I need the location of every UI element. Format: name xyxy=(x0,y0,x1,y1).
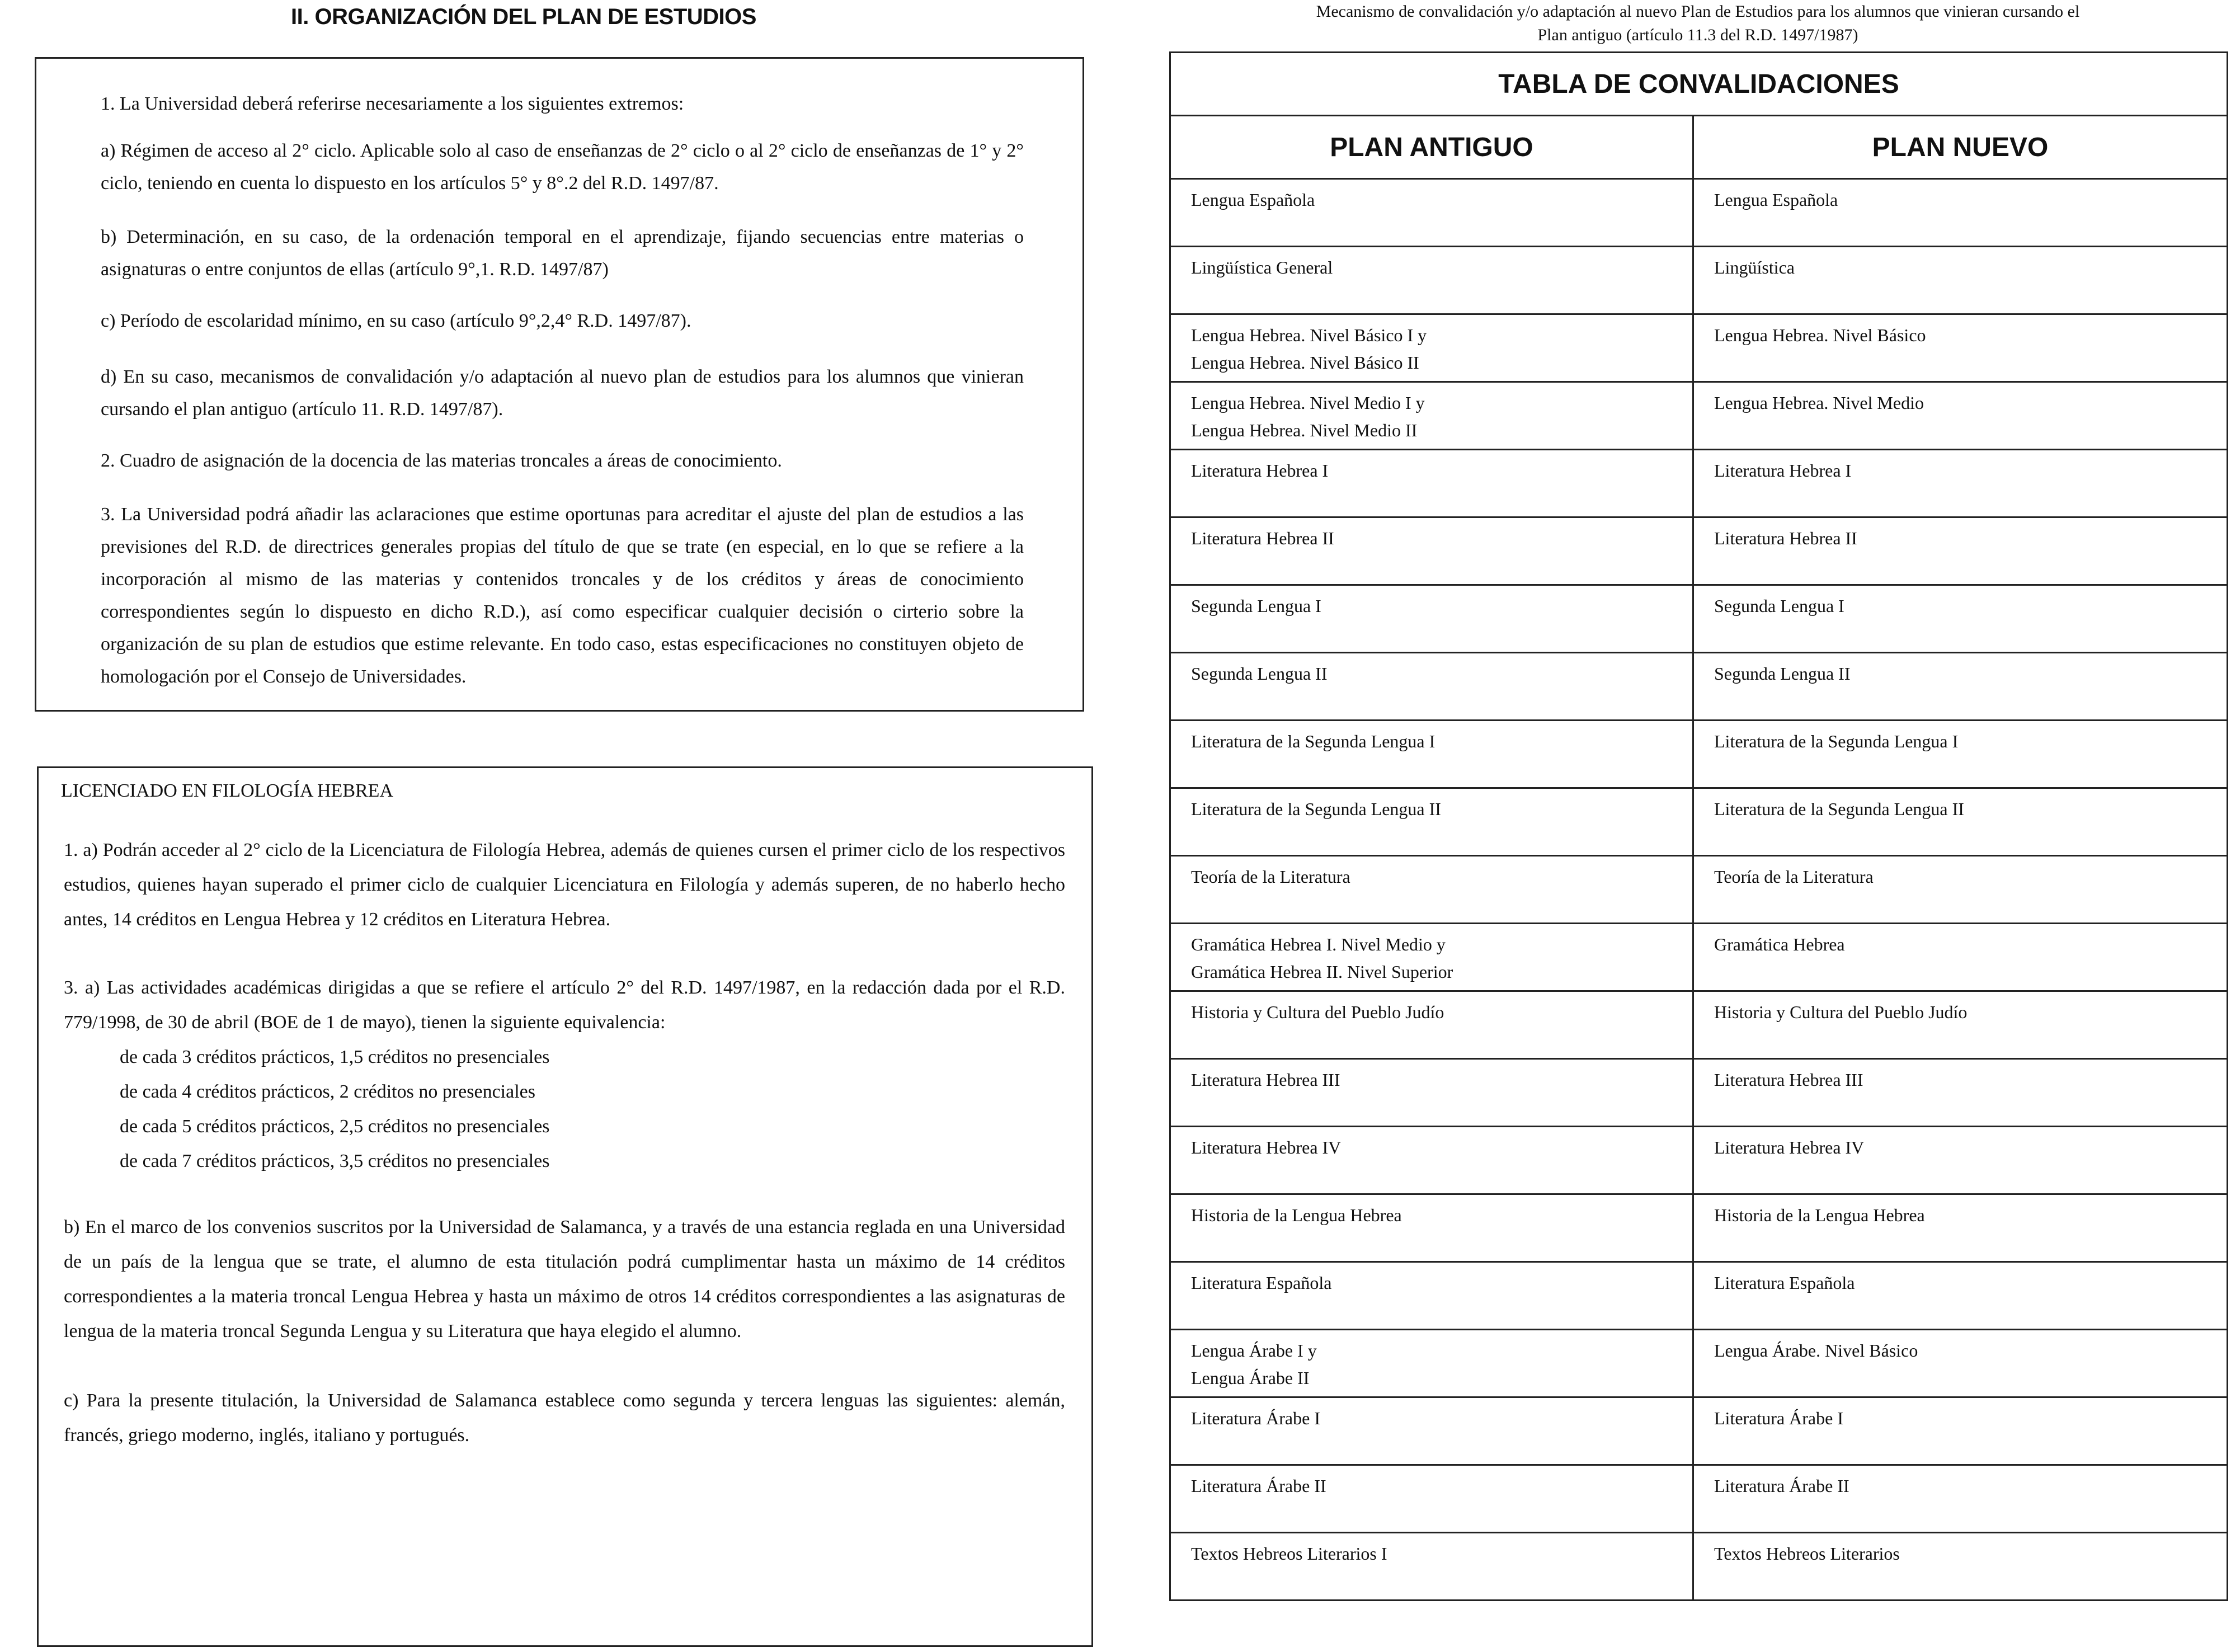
plan-new-subject: Historia de la Lengua Hebrea xyxy=(1714,1205,1925,1225)
plan-new-subject: Textos Hebreos Literarios xyxy=(1714,1543,1900,1564)
equivalence-item: de cada 7 créditos prácticos, 3,5 créditos no presenciales xyxy=(120,1151,550,1171)
plan-old-cell xyxy=(1170,1194,1693,1262)
equivalence-item: de cada 3 créditos prácticos, 1,5 créditos no presenciales xyxy=(120,1047,550,1067)
plan-old-cell xyxy=(1170,1127,1693,1194)
plan-old-subject: Literatura de la Segunda Lengua I xyxy=(1191,731,1435,751)
plan-old-subject: Literatura Hebrea I xyxy=(1191,460,1329,481)
plan-old-cell xyxy=(1170,1059,1693,1127)
instruction-paragraph: b) Determinación, en su caso, de la ordenación temporal en el aprendizaje, fijando secuencias entre materias o asignaturas o entre conjuntos de ellas (artículo 9°,1. R.D. 1497/87) xyxy=(101,227,1024,280)
agreements-paragraph: b) En el marco de los convenios suscritos por la Universidad de Salamanca, y a través de una estancia reglada en una Universidad de un país de la lengua que se trate, el alumno de esta titulación podrá cumplimentar hasta un máximo de 14 créditos correspondientes a la materia troncal Lengua Hebrea y hasta un máximo de otros 14 créditos correspondientes a las asignaturas de lengua de la materia troncal Segunda Lengua y su Literatura que haya elegido el alumno. xyxy=(64,1217,1065,1342)
plan-new-cell xyxy=(1693,1127,2228,1194)
table-row xyxy=(1170,991,2228,1059)
table-row xyxy=(1170,1059,2228,1127)
plan-new-cell xyxy=(1693,247,2228,314)
section-title: II. ORGANIZACIÓN DEL PLAN DE ESTUDIOS xyxy=(291,4,756,29)
plan-new-subject: Literatura de la Segunda Lengua I xyxy=(1714,731,1959,751)
column-header-old xyxy=(1170,116,1693,179)
table-row xyxy=(1170,1330,2228,1397)
plan-old-subject: Historia de la Lengua Hebrea xyxy=(1191,1205,1402,1225)
plan-new-cell xyxy=(1693,856,2228,924)
table-row xyxy=(1170,788,2228,856)
table-title-cell xyxy=(1170,53,2228,116)
plan-old-subject: Literatura Española xyxy=(1191,1273,1332,1293)
table-row xyxy=(1170,653,2228,721)
instruction-paragraph: 3. La Universidad podrá añadir las aclaraciones que estime oportunas para acreditar el ajuste del plan de estudios a las previsiones del R.D. de directrices generales propias del título de que se trate (en especial, en lo que se refiere a la incorporación al mismo de las materias y contenidos troncales y de los créditos y áreas de conocimiento correspondientes según lo dispuesto en dicho R.D.), así como especificar cualquier decisión o cirterio sobre la organización de su plan de estudios que estime relevante. En todo caso, estas especificaciones no constituyen objeto de homologación por el Consejo de Universidades. xyxy=(101,504,1024,687)
plan-old-subject: Textos Hebreos Literarios I xyxy=(1191,1543,1387,1564)
plan-new-cell xyxy=(1693,1465,2228,1533)
convalidation-table xyxy=(1169,51,2228,1601)
plan-old-cell xyxy=(1170,1465,1693,1533)
plan-old-subject: Literatura de la Segunda Lengua II xyxy=(1191,799,1441,819)
table-row xyxy=(1170,585,2228,653)
languages-paragraph: c) Para la presente titulación, la Universidad de Salamanca establece como segunda y tercera lenguas las siguientes: alemán, francés, griego moderno, inglés, italiano y portugués. xyxy=(64,1390,1065,1446)
plan-new-subject: Literatura Hebrea III xyxy=(1714,1070,1863,1090)
plan-old-subject: Segunda Lengua II xyxy=(1191,663,1328,684)
plan-new-cell xyxy=(1693,179,2228,247)
plan-new-subject: Lengua Española xyxy=(1714,190,1838,210)
table-row xyxy=(1170,856,2228,924)
plan-old-cell xyxy=(1170,991,1693,1059)
plan-old-cell xyxy=(1170,1397,1693,1465)
plan-old-cell xyxy=(1170,382,1693,450)
plan-new-cell xyxy=(1693,1262,2228,1330)
plan-new-cell xyxy=(1693,1397,2228,1465)
plan-old-cell xyxy=(1170,314,1693,382)
table-row xyxy=(1170,1397,2228,1465)
table-row xyxy=(1170,1127,2228,1194)
plan-new-cell xyxy=(1693,924,2228,991)
column-header-old-label: PLAN ANTIGUO xyxy=(1330,132,1533,162)
table-body xyxy=(1170,179,2228,1601)
table-row xyxy=(1170,179,2228,247)
plan-new-subject: Segunda Lengua II xyxy=(1714,663,1851,684)
column-header-new-label: PLAN NUEVO xyxy=(1872,132,2049,162)
plan-new-subject: Historia y Cultura del Pueblo Judío xyxy=(1714,1002,1968,1022)
instruction-paragraph: a) Régimen de acceso al 2° ciclo. Aplicable solo al caso de enseñanzas de 2° ciclo o al 2° ciclo de enseñanzas de 1° y 2° ciclo, teniendo en cuenta lo dispuesto en los artículos 5° y 8°.2 del R.D. 1497/87. xyxy=(101,140,1024,194)
plan-old-cell xyxy=(1170,179,1693,247)
plan-old-cell xyxy=(1170,924,1693,991)
plan-new-subject: Lengua Hebrea. Nivel Medio xyxy=(1714,393,1924,413)
instruction-paragraph: c) Período de escolaridad mínimo, en su caso (artículo 9°,2,4° R.D. 1497/87). xyxy=(101,310,691,331)
instruction-paragraph: 1. La Universidad deberá referirse necesariamente a los siguientes extremos: xyxy=(101,93,684,114)
instructions-box xyxy=(35,57,1084,712)
table-row xyxy=(1170,382,2228,450)
plan-old-subject: Lingüística General xyxy=(1191,257,1333,277)
access-paragraph: 1. a) Podrán acceder al 2° ciclo de la Licenciatura de Filología Hebrea, además de quienes cursen el primer ciclo de los respectivos estudios, quienes hayan superado el primer ciclo de cualquier Licenciatura en Filología y además superen, de no haberlo hecho antes, 14 créditos en Lengua Hebrea y 12 créditos en Literatura Hebrea. xyxy=(64,840,1065,930)
plan-old-subject: Literatura Árabe II xyxy=(1191,1476,1326,1496)
plan-new-cell xyxy=(1693,1194,2228,1262)
plan-old-subject: Lengua Hebrea. Nivel Básico I y Lengua Hebrea. Nivel Básico II xyxy=(1191,325,1427,373)
table-row xyxy=(1170,721,2228,788)
table-row xyxy=(1170,1465,2228,1533)
plan-old-cell xyxy=(1170,653,1693,721)
plan-old-subject: Literatura Hebrea IV xyxy=(1191,1137,1342,1157)
equivalence-item: de cada 4 créditos prácticos, 2 créditos no presenciales xyxy=(120,1081,535,1102)
plan-old-subject: Literatura Árabe I xyxy=(1191,1408,1320,1428)
plan-old-cell xyxy=(1170,1262,1693,1330)
plan-new-cell xyxy=(1693,382,2228,450)
table-row xyxy=(1170,924,2228,991)
plan-new-subject: Literatura de la Segunda Lengua II xyxy=(1714,799,1964,819)
column-header-new xyxy=(1693,116,2228,179)
plan-new-cell xyxy=(1693,1533,2228,1601)
table-row xyxy=(1170,247,2228,314)
plan-new-subject: Literatura Hebrea I xyxy=(1714,460,1852,481)
plan-old-subject: Teoría de la Literatura xyxy=(1191,867,1350,887)
plan-new-subject: Literatura Hebrea II xyxy=(1714,528,1857,548)
plan-old-cell xyxy=(1170,856,1693,924)
plan-new-subject: Literatura Árabe I xyxy=(1714,1408,1843,1428)
table-row xyxy=(1170,1262,2228,1330)
plan-new-subject: Gramática Hebrea xyxy=(1714,934,1845,954)
plan-new-cell xyxy=(1693,991,2228,1059)
plan-old-subject: Literatura Hebrea III xyxy=(1191,1070,1340,1090)
equivalence-item: de cada 5 créditos prácticos, 2,5 créditos no presenciales xyxy=(120,1116,550,1137)
plan-new-subject: Lengua Árabe. Nivel Básico xyxy=(1714,1340,1918,1361)
plan-new-cell xyxy=(1693,517,2228,585)
plan-old-subject: Gramática Hebrea I. Nivel Medio y Gramática Hebrea II. Nivel Superior xyxy=(1191,934,1453,982)
caption-line: Mecanismo de convalidación y/o adaptación al nuevo Plan de Estudios para los alumnos que vinieran cursando el xyxy=(1316,2,2080,21)
plan-old-subject: Segunda Lengua I xyxy=(1191,596,1321,616)
plan-new-cell xyxy=(1693,788,2228,856)
plan-old-subject: Lengua Hebrea. Nivel Medio I y Lengua Hebrea. Nivel Medio II xyxy=(1191,393,1425,440)
plan-old-cell xyxy=(1170,450,1693,517)
plan-old-cell xyxy=(1170,1533,1693,1601)
plan-new-cell xyxy=(1693,1059,2228,1127)
plan-new-subject: Segunda Lengua I xyxy=(1714,596,1844,616)
table-row xyxy=(1170,1194,2228,1262)
plan-old-cell xyxy=(1170,721,1693,788)
plan-old-cell xyxy=(1170,585,1693,653)
table-row xyxy=(1170,1533,2228,1601)
table-title: TABLA DE CONVALIDACIONES xyxy=(1498,69,1899,99)
table-caption xyxy=(1169,0,2227,51)
activities-paragraph: 3. a) Las actividades académicas dirigidas a que se refiere el artículo 2° del R.D. 1497/1987, en la redacción dada por el R.D. 779/1998, de 30 de abril (BOE de 1 de mayo), tienen la siguiente equivalencia: xyxy=(64,977,1065,1033)
plan-old-subject: Lengua Española xyxy=(1191,190,1315,210)
plan-new-cell xyxy=(1693,314,2228,382)
plan-new-subject: Literatura Española xyxy=(1714,1273,1855,1293)
plan-new-subject: Literatura Hebrea IV xyxy=(1714,1137,1865,1157)
plan-new-cell xyxy=(1693,585,2228,653)
instruction-paragraph: d) En su caso, mecanismos de convalidación y/o adaptación al nuevo plan de estudios para los alumnos que vinieran cursando el plan antiguo (artículo 11. R.D. 1497/87). xyxy=(101,366,1024,420)
plan-new-subject: Lengua Hebrea. Nivel Básico xyxy=(1714,325,1926,345)
plan-old-cell xyxy=(1170,247,1693,314)
plan-old-cell xyxy=(1170,517,1693,585)
plan-old-subject: Literatura Hebrea II xyxy=(1191,528,1334,548)
plan-new-cell xyxy=(1693,1330,2228,1397)
plan-new-subject: Lingüística xyxy=(1714,257,1795,277)
plan-new-cell xyxy=(1693,450,2228,517)
degree-box xyxy=(37,766,1093,1647)
plan-new-cell xyxy=(1693,653,2228,721)
table-row xyxy=(1170,314,2228,382)
plan-new-cell xyxy=(1693,721,2228,788)
plan-old-cell xyxy=(1170,788,1693,856)
plan-new-subject: Literatura Árabe II xyxy=(1714,1476,1849,1496)
table-row xyxy=(1170,450,2228,517)
instruction-paragraph: 2. Cuadro de asignación de la docencia de las materias troncales a áreas de conocimiento. xyxy=(101,450,782,471)
plan-new-subject: Teoría de la Literatura xyxy=(1714,867,1874,887)
plan-old-subject: Historia y Cultura del Pueblo Judío xyxy=(1191,1002,1444,1022)
table-row xyxy=(1170,517,2228,585)
plan-old-cell xyxy=(1170,1330,1693,1397)
plan-old-subject: Lengua Árabe I y Lengua Árabe II xyxy=(1191,1340,1317,1388)
caption-line: Plan antiguo (artículo 11.3 del R.D. 1497/1987) xyxy=(1537,26,1858,44)
degree-heading: LICENCIADO EN FILOLOGÍA HEBREA xyxy=(61,780,394,801)
